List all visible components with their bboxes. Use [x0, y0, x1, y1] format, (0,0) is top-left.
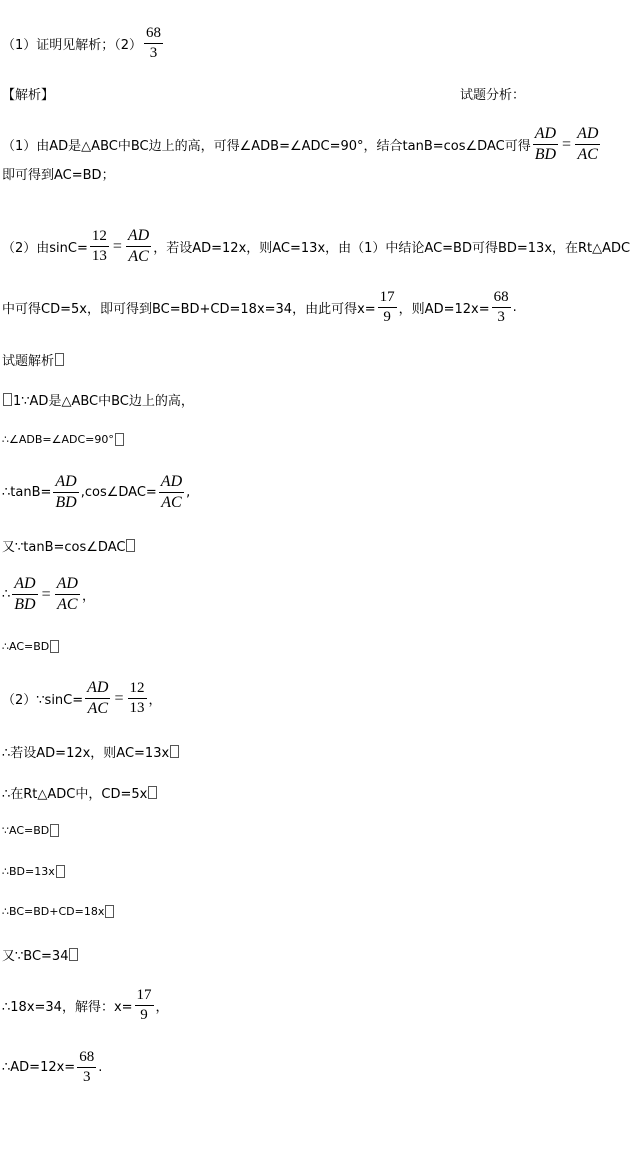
solution-l5-fraction-2: $\frac{AD}{AC}$	[56, 575, 78, 613]
analysis1-line2: 即可得到AC=BD；	[2, 168, 115, 183]
solution-l3-fraction-2: $\frac{AD}{AC}$	[160, 473, 183, 511]
placeholder-box	[55, 353, 64, 366]
solution-line-3: ∴tanB= $\frac{AD}{BD}$ ,cos∠DAC= $\frac{AD}{AC}$ ,	[2, 473, 191, 511]
analysis2-fraction-2: $\frac{AD}{AC}$	[127, 227, 150, 265]
analysis-right-label: 试题分析：	[460, 88, 526, 103]
solution-line-4: 又∵tanB=cos∠DAC	[2, 536, 136, 555]
placeholder-box	[170, 745, 179, 758]
solution-l5-fraction-1: $\frac{AD}{BD}$	[14, 575, 36, 613]
answer-line	[2, 26, 165, 61]
solution-l7-fraction-2: $\frac{12}{13}$	[129, 680, 145, 716]
analysis2-line2: 中可得CD=5x，即可得到BC=BD+CD=18x=34，由此可得x= $\frac{17}{9}$ ，则AD=12x= $\frac{68}{3}$ .	[2, 289, 517, 325]
solution-l3-fraction-1: $\frac{AD}{BD}$	[55, 473, 77, 511]
placeholder-box	[50, 640, 59, 653]
solution-line-8: ∴若设AD=12x，则AC=13x	[2, 742, 180, 761]
solution-l14-fraction: $\frac{17}{9}$	[136, 987, 152, 1023]
solution-line-11: ∴BD=13x	[2, 865, 66, 878]
analysis2-fraction-1: $\frac{12}{13}$	[91, 228, 107, 264]
placeholder-box	[126, 539, 135, 552]
solution-line-14: ∴18x=34，解得：x= $\frac{17}{9}$ ，	[2, 987, 169, 1023]
placeholder-box	[148, 786, 157, 799]
solution-line-6: ∴AC=BD	[2, 640, 60, 653]
answer-fraction: $\frac{68}{3}$	[146, 25, 162, 61]
placeholder-box	[105, 905, 114, 918]
analysis1-fraction-1: $\frac{AD}{BD}$	[534, 125, 557, 163]
solution-line-2: ∴∠ADB=∠ADC=90°	[2, 433, 125, 446]
answer-text: （1）证明见解析；（2）	[2, 38, 143, 53]
solution-line-5: ∴ $\frac{AD}{BD}$ = $\frac{AD}{AC}$ ，	[2, 575, 95, 613]
solution-l7-fraction-1: $\frac{AD}{AC}$	[87, 679, 109, 717]
analysis1-line: （1）由AD是△ABC中BC边上的高，可得∠ADB=∠ADC=90°，结合tanB=cos∠DAC可得 $\frac{AD}{BD}$ = $\frac{AD}{AC}$	[2, 125, 599, 163]
placeholder-box	[50, 824, 59, 837]
analysis-label: 【解析】	[2, 88, 55, 103]
solution-line-13: 又∵BC=34	[2, 945, 79, 964]
analysis2-fraction-4: $\frac{68}{3}$	[493, 289, 509, 325]
placeholder-box	[69, 948, 78, 961]
solution-line-9: ∴在Rt△ADC中，CD=5x	[2, 783, 158, 802]
placeholder-box	[3, 393, 12, 406]
analysis1-fraction-2: $\frac{AD}{AC}$	[577, 125, 599, 163]
solution-line-10: ∵AC=BD	[2, 824, 60, 837]
solution-line-12: ∴BC=BD+CD=18x	[2, 905, 115, 918]
solution-line-7: （2）∵sinC= $\frac{AD}{AC}$ = $\frac{12}{13}$ ，	[2, 679, 162, 717]
solution-line-15: ∴AD=12x= $\frac{68}{3}$ .	[2, 1049, 103, 1085]
solution-l15-fraction: $\frac{68}{3}$	[79, 1049, 95, 1085]
analysis-header	[2, 84, 54, 103]
placeholder-box	[56, 865, 65, 878]
solution-line-1: 1∵AD是△ABC中BC边上的高，	[2, 390, 194, 409]
placeholder-box	[115, 433, 124, 446]
analysis2-fraction-3: $\frac{17}{9}$	[379, 289, 395, 325]
solution-title: 试题解析	[2, 350, 65, 369]
analysis2-line1: （2）由sinC= $\frac{12}{13}$ = $\frac{AD}{AC}$ ，若设AD=12x，则AC=13x，由（1）中结论AC=BD可得BD=13x，在Rt△ADC	[2, 227, 630, 265]
